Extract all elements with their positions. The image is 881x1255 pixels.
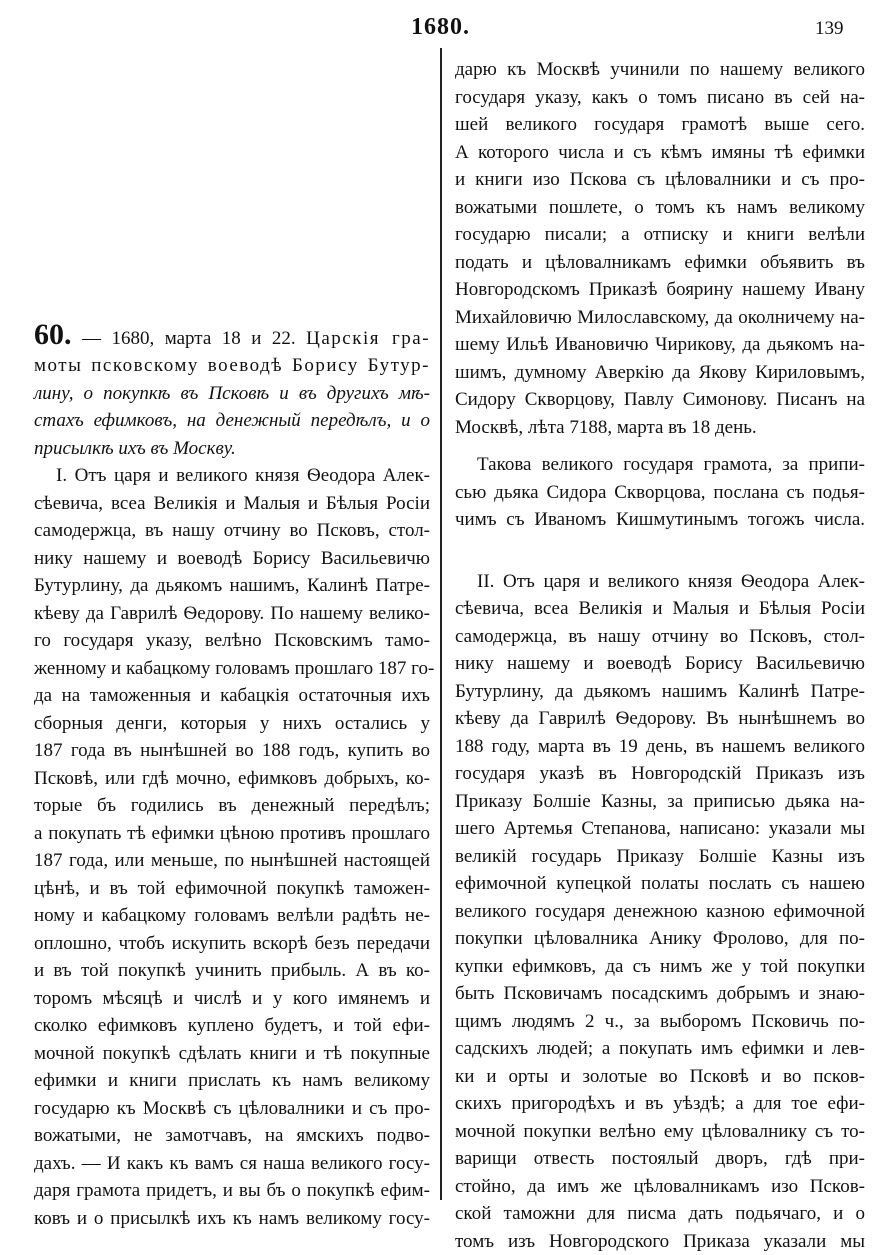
text-line: да на таможенныя и кабацкія остаточныя ихъ — [34, 682, 430, 710]
heading-line: моты псковскому воеводѣ Борису Бутур- — [34, 352, 430, 380]
text-line: Псковѣ, или гдѣ мочно, ефимковъ добрыхъ, ко- — [34, 765, 430, 793]
document-number: 60. — [34, 318, 72, 351]
text-line: стойно, да имъ же цѣловалникамъ изо Псков- — [455, 1173, 865, 1201]
text-line: 187 года, или меньше, по нынѣшней настоящей — [34, 847, 430, 875]
text-line: нику нашему и воеводѣ Борису Васильевичю — [455, 650, 865, 678]
text-line: а покупать тѣ ефимки цѣною противъ прошлаго — [34, 820, 430, 848]
text-line: покупки цѣловалника Анику Фролово, для по- — [455, 925, 865, 953]
spacer — [455, 441, 865, 451]
text-line: мочной покупкѣ сдѣлать книги и тѣ покупные — [34, 1040, 430, 1068]
text-line: нику нашему и воеводѣ Борису Васильевичю — [34, 545, 430, 573]
text-line: шей великого государя грамотѣ выше сего. — [455, 111, 865, 139]
text-line: самодержца, въ нашу отчину во Псковъ, стол- — [455, 623, 865, 651]
text-line: великого государя денежною казною ефимочной — [455, 898, 865, 926]
text-line: даря грамота придетъ, и вы бъ о покупкѣ ефим- — [34, 1177, 430, 1205]
text-line: А которого числа и съ кѣмъ имяны тѣ ефимки — [455, 139, 865, 167]
column-divider — [440, 48, 442, 1200]
note-line: чимъ съ Иваномъ Кишмутинымъ тогожъ числа. — [455, 506, 865, 534]
document-type: Царскія гра- — [306, 328, 430, 349]
text-line: великій государь Приказу Болшіе Казны изъ — [455, 843, 865, 871]
text-line: кѣеву да Гаврилѣ Ѳедорову. Въ нынѣшнемъ во — [455, 705, 865, 733]
text-line: скихъ пригородѣхъ и въ уѣздѣ; а для тое ефи- — [455, 1090, 865, 1118]
text-line: быть Псковичамъ посадскимъ добрымъ и знаю- — [455, 980, 865, 1008]
left-column — [34, 318, 430, 1232]
heading-line: лину, о покупкѣ въ Псковѣ и въ другихъ мѣ- — [34, 380, 430, 408]
text-line: вожатыми, не замотчавъ, на ямскихъ подво- — [34, 1122, 430, 1150]
heading-line: стахъ ефимковъ, на денежный передѣлъ, и о — [34, 407, 430, 435]
text-line: цѣнѣ, и въ той ефимочной покупкѣ таможен- — [34, 875, 430, 903]
text-line: шимъ, думному Аверкію да Якову Кириловымъ, — [455, 359, 865, 387]
text-line: II. Отъ царя и великого князя Ѳеодора Алек- — [455, 568, 865, 596]
text-line: ефимки и книги прислать къ намъ великому — [34, 1067, 430, 1095]
text-line: государю писали; а отписку и книги велѣли — [455, 221, 865, 249]
text-line: сборныя денги, которыя у нихъ остались у — [34, 710, 430, 738]
text-line: Бутурлину, да дьякомъ нашимъ, Калинѣ Патре- — [34, 572, 430, 600]
text-line: самодержца, въ нашу отчину во Псковъ, стол- — [34, 517, 430, 545]
text-line: государя указу, какъ о томъ писано въ сей на- — [455, 84, 865, 112]
text-line: дарю къ Москвѣ учинили по нашему великого — [455, 56, 865, 84]
text-line: кѣеву да Гаврилѣ Ѳедорову. По нашему велико- — [34, 600, 430, 628]
right-column — [455, 56, 865, 1255]
text-line: Приказу Болшіе Казны, за приписью дьяка на- — [455, 788, 865, 816]
heading-line: присылкѣ ихъ въ Москву. — [34, 435, 430, 463]
text-line: купки ефимковъ, да съ нимъ же у той покупки — [455, 953, 865, 981]
running-head-year: 1680. — [0, 14, 881, 41]
text-line: Новгородскомъ Приказѣ боярину нашему Ивану — [455, 276, 865, 304]
text-line: варищи отвесть постоялый дворъ, гдѣ при- — [455, 1145, 865, 1173]
text-line: сѣевича, всеа Великія и Малыя и Бѣлыя Росіи — [455, 595, 865, 623]
text-line: Бутурлину, да дьякомъ нашимъ Калинѣ Патре- — [455, 678, 865, 706]
text-line: оплошно, чтобъ искупить вскорѣ безъ передачи — [34, 930, 430, 958]
text-line: шего Артемья Степанова, написано: указали мы — [455, 815, 865, 843]
document-heading-line — [34, 318, 430, 352]
text-line: вожатыми пошлете, о томъ къ намъ великому — [455, 194, 865, 222]
text-line: ному и кабацкому головамъ велѣли радѣть не- — [34, 902, 430, 930]
text-line: сѣевича, всеа Великія и Малыя и Бѣлыя Росіи — [34, 490, 430, 518]
text-line: и въ той покупкѣ учинить прибыль. А въ ко- — [34, 957, 430, 985]
text-line: Москвѣ, лѣта 7188, марта въ 18 день. — [455, 414, 865, 442]
text-line: государя указѣ въ Новгородскій Приказъ изъ — [455, 760, 865, 788]
text-line: го государя указу, велѣно Псковскимъ тамо- — [34, 627, 430, 655]
page-number: 139 — [815, 18, 844, 40]
spacer — [455, 534, 865, 568]
text-line: Михайловичю Милославскому, да околничему на- — [455, 304, 865, 332]
note-line: сью дьяка Сидора Скворцова, послана съ подья- — [455, 479, 865, 507]
text-line: торомъ мѣсяцѣ и числѣ и у кого имянемъ и — [34, 985, 430, 1013]
text-line: дахъ. — И какъ къ вамъ ся наша великого госу- — [34, 1150, 430, 1178]
text-line: ковъ и о присылкѣ ихъ къ намъ великому госу- — [34, 1205, 430, 1233]
document-date: — 1680, марта 18 и 22. — [82, 328, 296, 349]
text-line: Сидору Скворцову, Павлу Симонову. Писанъ на — [455, 386, 865, 414]
text-line: томъ изъ Новгородского Приказа указали мы — [455, 1228, 865, 1255]
text-line: ской таможни для писма дать подьячаго, и о — [455, 1200, 865, 1228]
text-line: женному и кабацкому головамъ прошлаго 187 го- — [34, 655, 430, 683]
text-line: государю къ Москвѣ съ цѣловалники и съ про- — [34, 1095, 430, 1123]
text-line: щимъ людямъ 2 ч., за выборомъ Псковичь по- — [455, 1008, 865, 1036]
text-line: шему Ильѣ Ивановичю Чирикову, да дьякомъ на- — [455, 331, 865, 359]
text-line: мочной покупки велѣно ему цѣловалнику съ то- — [455, 1118, 865, 1146]
text-line: садскихъ людей; а покупать имъ ефимки и лев- — [455, 1035, 865, 1063]
text-line: торые бъ годились въ денежный передѣлъ; — [34, 792, 430, 820]
text-line: 187 года въ нынѣшней во 188 годъ, купить во — [34, 737, 430, 765]
text-line: I. Отъ царя и великого князя Ѳеодора Алек- — [34, 462, 430, 490]
text-line: подать и цѣловалникамъ ефимки объявить въ — [455, 249, 865, 277]
text-line: и книги изо Пскова съ цѣловалники и съ про- — [455, 166, 865, 194]
text-line: ки и орты и золотые во Псковѣ и во псков- — [455, 1063, 865, 1091]
text-line: сколко ефимковъ куплено будетъ, и той ефи- — [34, 1012, 430, 1040]
text-line: ефимочной купецкой полаты послать съ нашею — [455, 870, 865, 898]
note-line: Такова великого государя грамота, за припи- — [455, 451, 865, 479]
text-line: 188 году, марта въ 19 день, въ нашемъ великого — [455, 733, 865, 761]
